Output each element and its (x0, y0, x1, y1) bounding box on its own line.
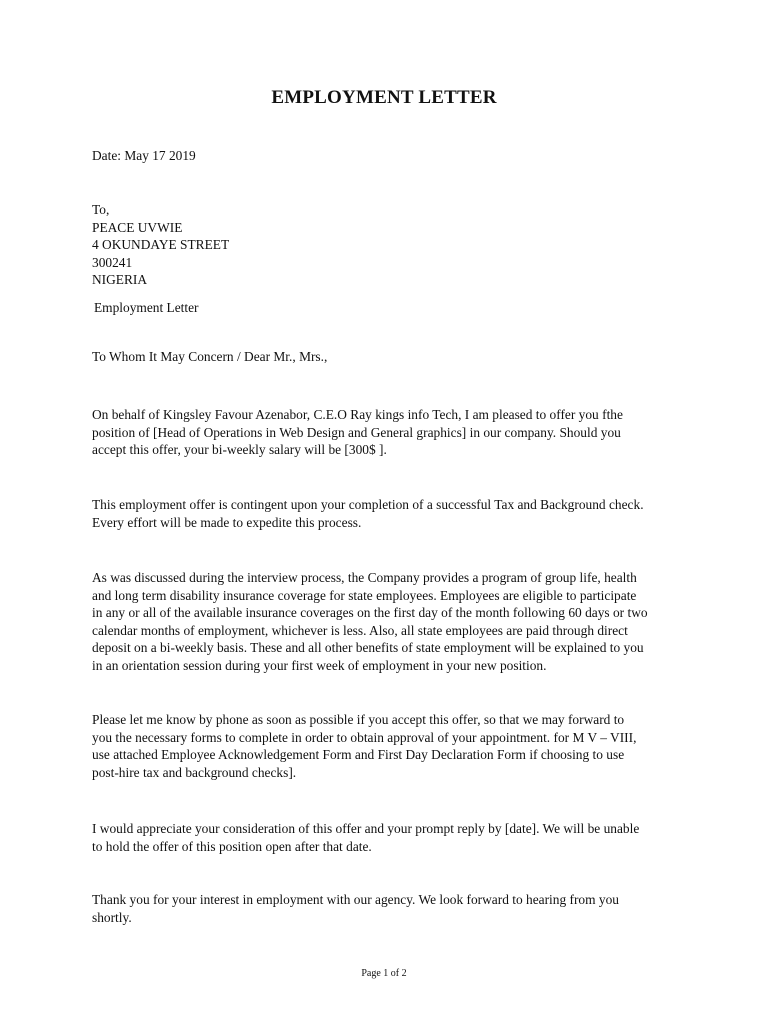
paragraph-offer: On behalf of Kingsley Favour Azenabor, C.E.O Ray kings info Tech, I am pleased to offer you fthe position of [Head of Operations in Web Design and General graphics] in our company. Should you accept this offer, your bi-weekly salary will be [300$ ]. (92, 407, 623, 458)
paragraph-closing: Thank you for your interest in employment with our agency. We look forward to hearing from you shortly. (92, 892, 619, 925)
document-title: EMPLOYMENT LETTER (271, 87, 497, 108)
subject-line: Employment Letter (94, 300, 199, 315)
recipient-address: To, PEACE UVWIE 4 OKUNDAYE STREET 300241 NIGERIA (92, 202, 230, 288)
salutation: To Whom It May Concern / Dear Mr., Mrs., (92, 349, 328, 364)
paragraph-acceptance: Please let me know by phone as soon as possible if you accept this offer, so that we may forward to you the necessary forms to complete in order to obtain approval of your appointment. for M V – VIII, use attached Employee Acknowledgement Form and First Day Declaration Form if choosing to use post-hire tax and background checks]. (92, 712, 637, 780)
paragraph-benefits: As was discussed during the interview process, the Company provides a program of group life, health and long term disability insurance coverage for state employees. Employees are eligible to participate in any or all of the available insurance coverages on the first day of the month following 60 days or two calendar months of employment, whichever is less. Also, all state employees are paid through direct deposit on a bi-weekly basis. These and all other benefits of state employment will be explained to you in an orientation session during your first week of employment in your new position. (92, 570, 648, 673)
paragraph-contingency: This employment offer is contingent upon your completion of a successful Tax and Background check. Every effort will be made to expedite this process. (92, 497, 644, 530)
paragraph-reply: I would appreciate your consideration of this offer and your prompt reply by [date]. We will be unable to hold the offer of this position open after that date. (92, 821, 640, 854)
page-number: Page 1 of 2 (361, 968, 407, 979)
date-line: Date: May 17 2019 (92, 148, 196, 163)
